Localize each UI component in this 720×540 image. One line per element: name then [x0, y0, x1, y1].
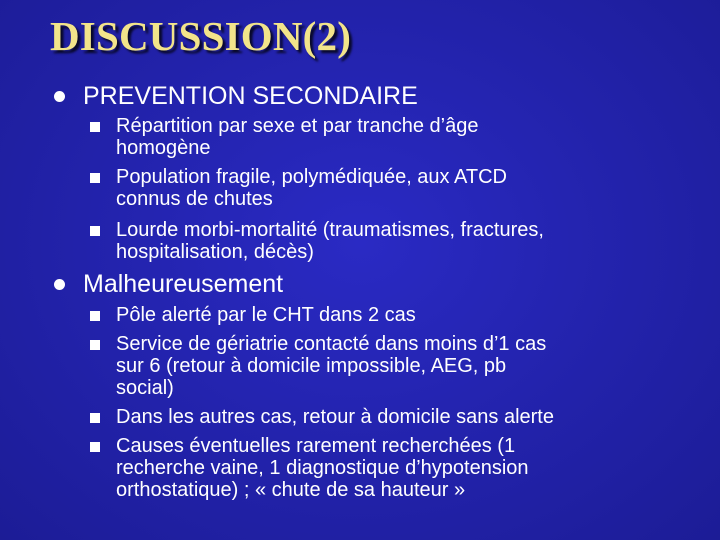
section-heading: PREVENTION SECONDAIRE [83, 82, 418, 110]
list-item-line: orthostatique) ; « chute de sa hauteur » [116, 479, 466, 501]
slide-title: DISCUSSION(2) [50, 13, 352, 59]
list-item-line: homogène [116, 137, 211, 159]
list-item-line: Causes éventuelles rarement recherchées (1 [116, 435, 516, 457]
square-bullet-icon [90, 340, 100, 350]
round-bullet-icon [54, 279, 65, 290]
square-bullet-icon [90, 311, 100, 321]
square-bullet-icon [90, 442, 100, 452]
square-bullet-icon [90, 122, 100, 132]
list-item-line: Lourde morbi-mortalité (traumatismes, fractures, [116, 219, 544, 241]
list-item-line: sur 6 (retour à domicile impossible, AEG, pb [116, 355, 507, 377]
square-bullet-icon [90, 413, 100, 423]
list-item-line: connus de chutes [116, 188, 273, 210]
section-heading: Malheureusement [83, 270, 284, 298]
list-item-line: hospitalisation, décès) [116, 241, 314, 263]
list-item-line: Dans les autres cas, retour à domicile sans alerte [116, 406, 554, 428]
square-bullet-icon [90, 226, 100, 236]
list-item-line: Pôle alerté par le CHT dans 2 cas [116, 304, 416, 326]
round-bullet-icon [54, 91, 65, 102]
list-item-line: Répartition par sexe et par tranche d’âge [116, 115, 479, 137]
list-item-line: Population fragile, polymédiquée, aux ATCD [116, 166, 507, 188]
list-item-line: Service de gériatrie contacté dans moins d’1 cas [116, 333, 547, 355]
square-bullet-icon [90, 173, 100, 183]
list-item-line: social) [116, 377, 174, 399]
list-item-line: recherche vaine, 1 diagnostique d’hypotension [116, 457, 529, 479]
